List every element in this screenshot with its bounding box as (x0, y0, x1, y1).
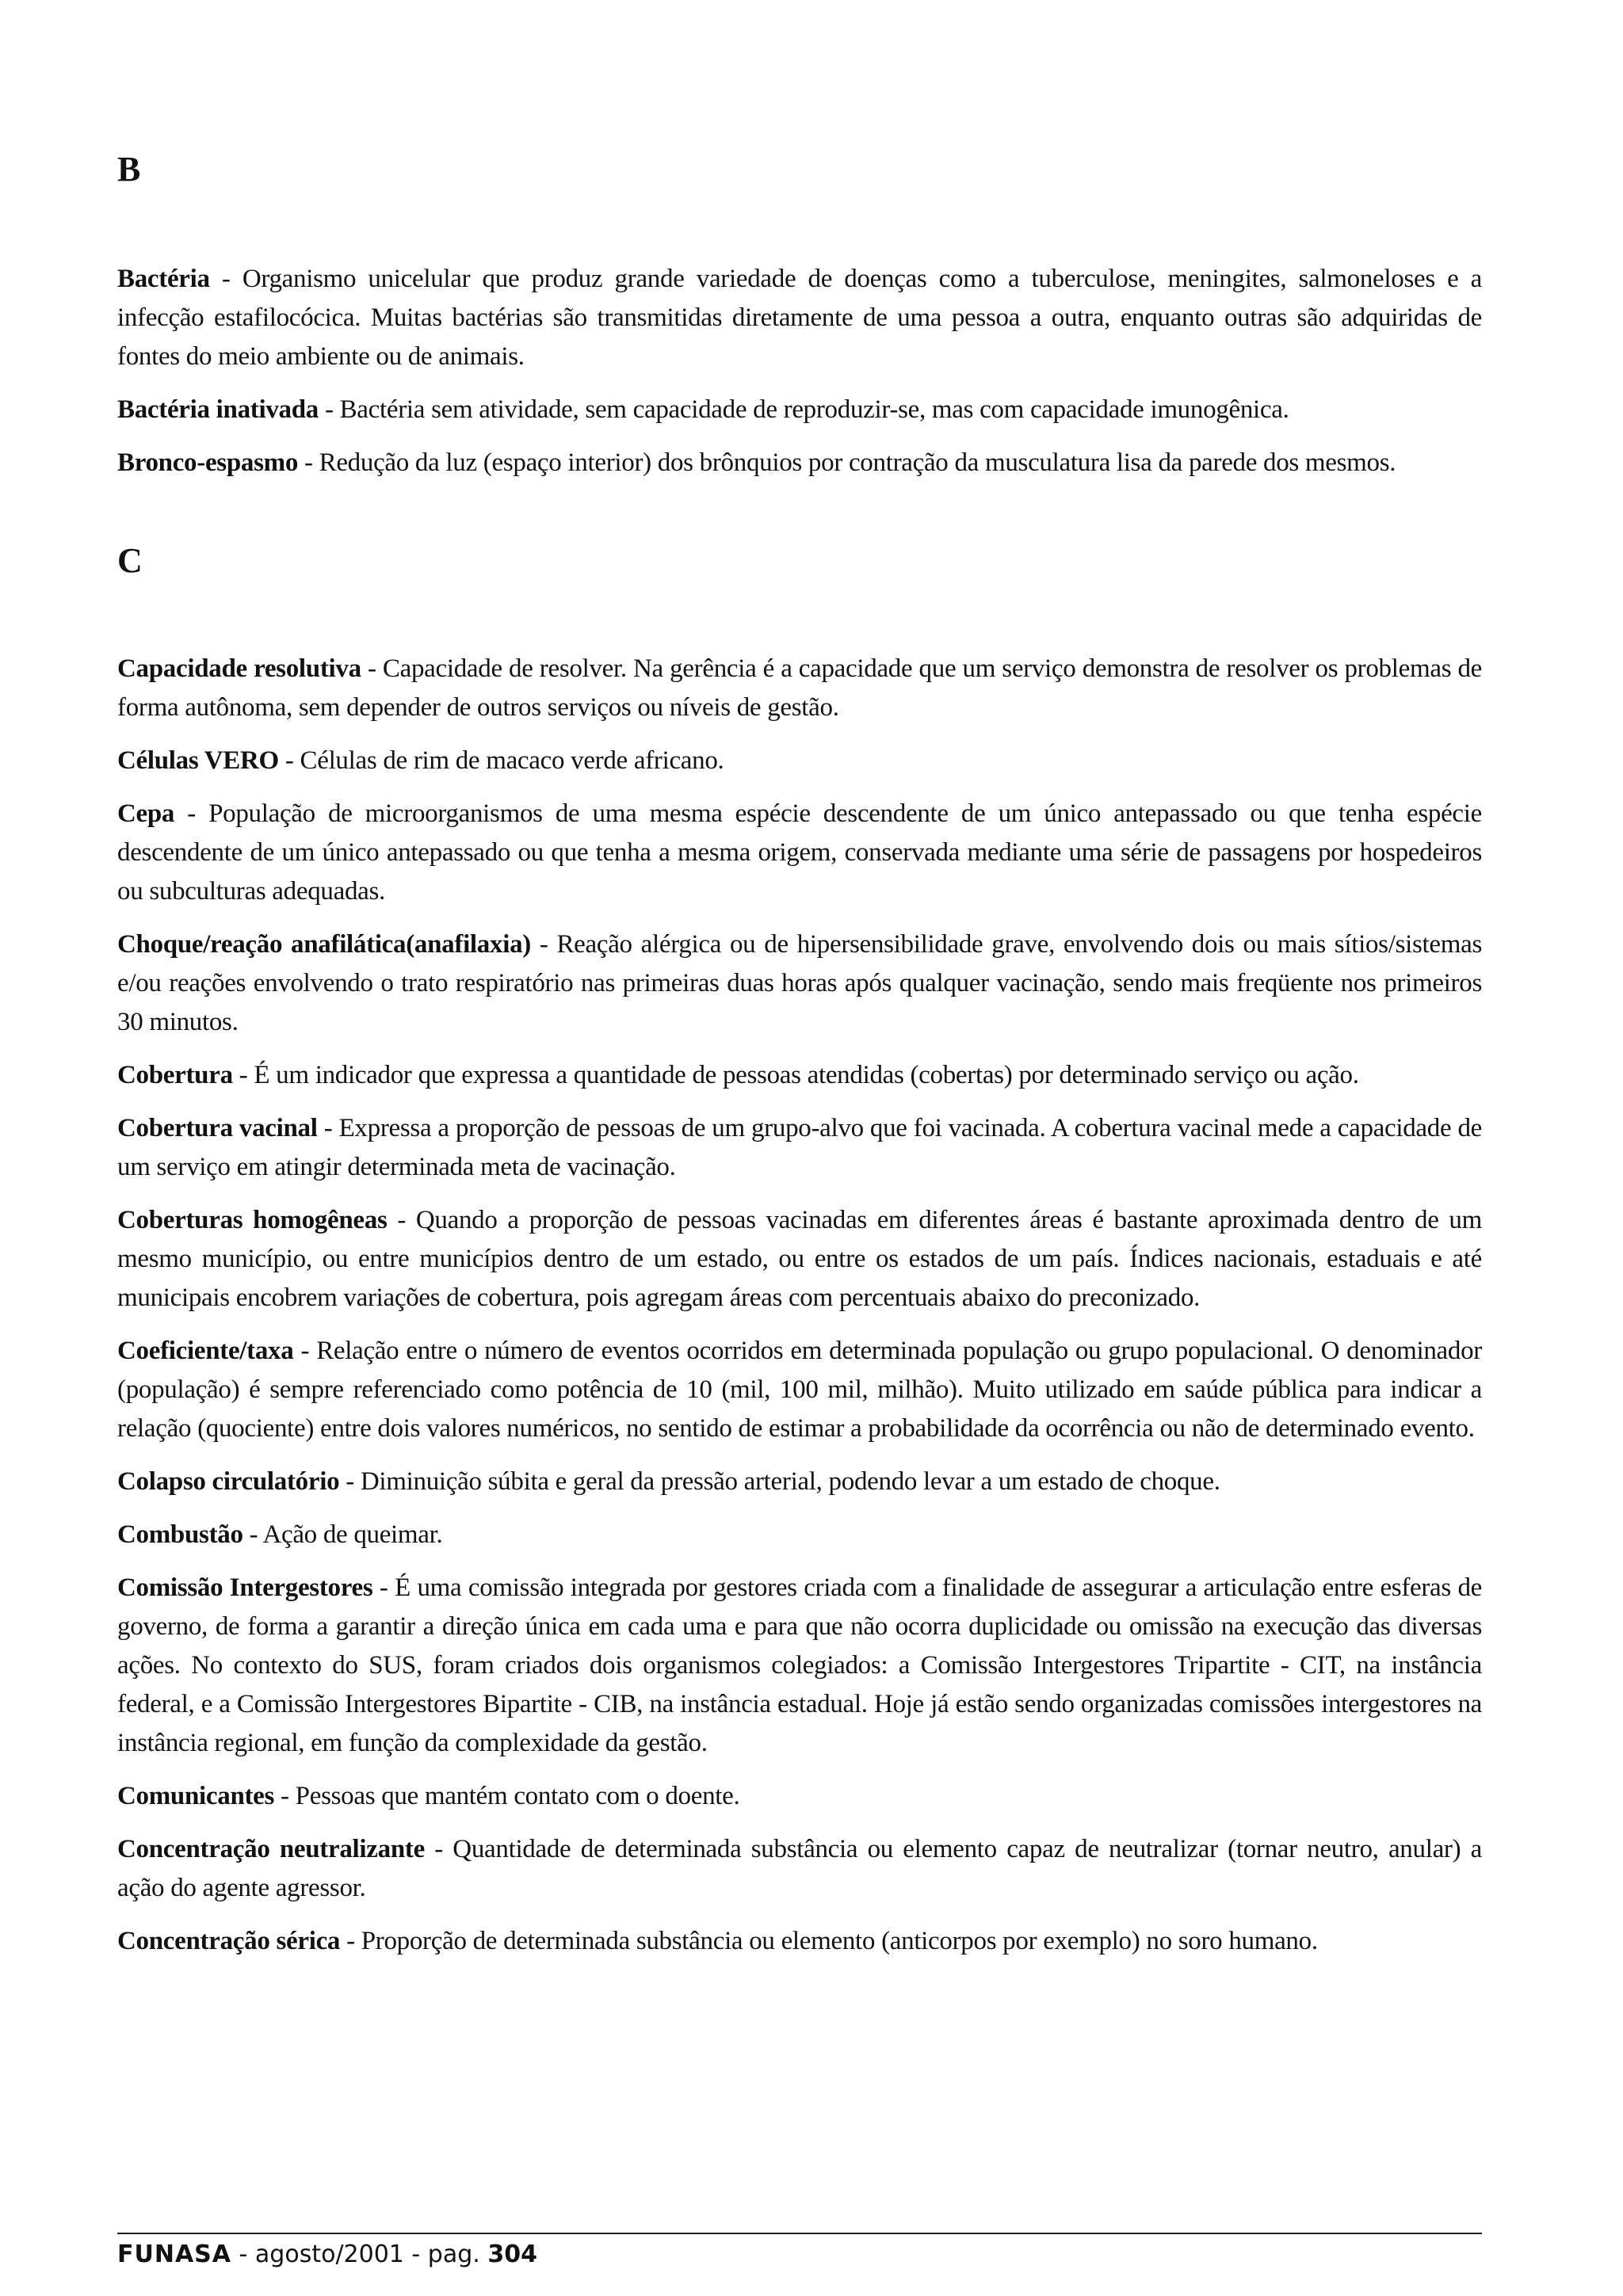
glossary-entry (117, 1056, 1482, 1095)
entry-term: Cobertura (117, 1061, 233, 1089)
entry-term: Colapso circulatório (117, 1467, 340, 1496)
page-footer (117, 2239, 537, 2271)
entry-definition: - Bactéria sem atividade, sem capacidade de reproduzir-se, mas com capacidade imunogênica. (319, 395, 1289, 424)
entry-definition: - Expressa a proporção de pessoas de um grupo-alvo que foi vacinada. A cobertura vacinal mede a capacidade de um serviço em atingir determinada meta de vacinação. (117, 1114, 1482, 1181)
entry-definition: - Capacidade de resolver. Na gerência é a capacidade que um serviço demonstra de resolver os problemas de forma autônoma, sem depender de outros serviços ou níveis de gestão. (117, 654, 1482, 722)
entry-definition: - Proporção de determinada substância ou elemento (anticorpos por exemplo) no soro humano. (340, 1927, 1318, 1955)
entry-term: Bronco-espasmo (117, 448, 299, 477)
section-letter-c: C (117, 541, 143, 580)
glossary-entry (117, 444, 1482, 482)
entry-term: Bactéria (117, 265, 210, 293)
glossary-entry (117, 1569, 1482, 1763)
section-letter-b: B (117, 150, 141, 189)
entry-definition: - Diminuição súbita e geral da pressão arterial, podendo levar a um estado de choque. (339, 1467, 1220, 1496)
entry-definition: - Reação alérgica ou de hipersensibilidade grave, envolvendo dois ou mais sítios/sistemas e/ou reações envolvendo o trato respiratório nas primeiras duas horas após qualquer vacinação, sendo mais freqüente nos primeiros 30 minutos. (117, 930, 1482, 1036)
glossary-entry (117, 1516, 1482, 1554)
footer-date: - agosto/2001 - pag. (231, 2241, 488, 2268)
entry-definition: - Pessoas que mantém contato com o doente. (274, 1782, 740, 1810)
section-b-entries (117, 260, 1482, 497)
glossary-entry (117, 1463, 1482, 1501)
glossary-entry (117, 1201, 1482, 1318)
entry-term: Coeficiente/taxa (117, 1337, 294, 1365)
entry-definition: - População de microorganismos de uma mesma espécie descendente de um único antepassado ou que tenha espécie descendente de um único antepassado ou que tenha a mesma origem, conservada mediante uma série de passagens por hospedeiros ou subculturas adequadas. (117, 799, 1482, 906)
glossary-entry (117, 650, 1482, 727)
section-c-entries (117, 650, 1482, 1975)
entry-definition: - Redução da luz (espaço interior) dos brônquios por contração da musculatura lisa da parede dos mesmos. (298, 448, 1396, 477)
entry-term: Combustão (117, 1520, 243, 1549)
entry-definition: - É uma comissão integrada por gestores criada com a finalidade de assegurar a articulação entre esferas de governo, de forma a garantir a direção única em cada uma e para que não ocorra duplicidade ou omissão na execução das diversas ações. No contexto do SUS, foram criados dois organismos colegiados: a Comissão Intergestores Tripartite - CIT, na instância federal, e a Comissão Intergestores Bipartite - CIB, na instância estadual. Hoje já estão sendo organizadas comissões intergestores na instância regional, em função da complexidade da gestão. (117, 1573, 1482, 1757)
entry-term: Coberturas homogêneas (117, 1206, 388, 1234)
glossary-entry (117, 391, 1482, 429)
glossary-entry (117, 1332, 1482, 1448)
entry-term: Concentração neutralizante (117, 1835, 425, 1863)
entry-definition: - Quantidade de determinada substância ou elemento capaz de neutralizar (tornar neutro, anular) a ação do agente agressor. (117, 1835, 1482, 1902)
glossary-entry (117, 1109, 1482, 1187)
entry-definition: - Relação entre o número de eventos ocorridos em determinada população ou grupo populacional. O denominador (população) é sempre referenciado como potência de 10 (mil, 100 mil, milhão). Muito utilizado em saúde pública para indicar a relação (quociente) entre dois valores numéricos, no sentido de estimar a probabilidade da ocorrência ou não de determinado evento. (117, 1337, 1482, 1443)
glossary-page (117, 0, 1482, 2296)
entry-definition: - Organismo unicelular que produz grande variedade de doenças como a tuberculose, meningites, salmoneloses e a infecção estafilocócica. Muitas bactérias são transmitidas diretamente de uma pessoa a outra, enquanto outras são adquiridas de fontes do meio ambiente ou de animais. (117, 265, 1482, 371)
entry-definition: - Células de rim de macaco verde africano. (278, 746, 724, 775)
entry-term: Concentração sérica (117, 1927, 341, 1955)
entry-definition: - Quando a proporção de pessoas vacinadas em diferentes áreas é bastante aproximada dentro de um mesmo município, ou entre municípios dentro de um estado, ou entre os estados de um país. Índices nacionais, estaduais e até municipais encobrem variações de cobertura, pois agregam áreas com percentuais abaixo do preconizado. (117, 1206, 1483, 1312)
entry-term: Células VERO (117, 746, 279, 775)
entry-term: Comunicantes (117, 1782, 275, 1810)
footer-brand: FUNASA (117, 2241, 232, 2268)
entry-definition: - É um indicador que expressa a quantidade de pessoas atendidas (cobertas) por determinado serviço ou ação. (232, 1061, 1359, 1089)
glossary-entry (117, 1777, 1482, 1816)
glossary-entry (117, 1830, 1482, 1908)
glossary-entry (117, 925, 1482, 1042)
glossary-entry (117, 1922, 1482, 1961)
entry-term: Bactéria inativada (117, 395, 319, 424)
entry-term: Choque/reação anafilática(anafilaxia) (117, 930, 531, 959)
footer-rule (117, 2233, 1482, 2234)
footer-page-number: 304 (487, 2241, 537, 2268)
entry-term: Comissão Intergestores (117, 1573, 373, 1602)
glossary-entry (117, 795, 1482, 911)
glossary-entry (117, 742, 1482, 780)
glossary-entry (117, 260, 1482, 376)
entry-term: Cepa (117, 799, 175, 828)
entry-term: Capacidade resolutiva (117, 654, 361, 683)
entry-definition: - Ação de queimar. (242, 1520, 443, 1549)
entry-term: Cobertura vacinal (117, 1114, 318, 1142)
